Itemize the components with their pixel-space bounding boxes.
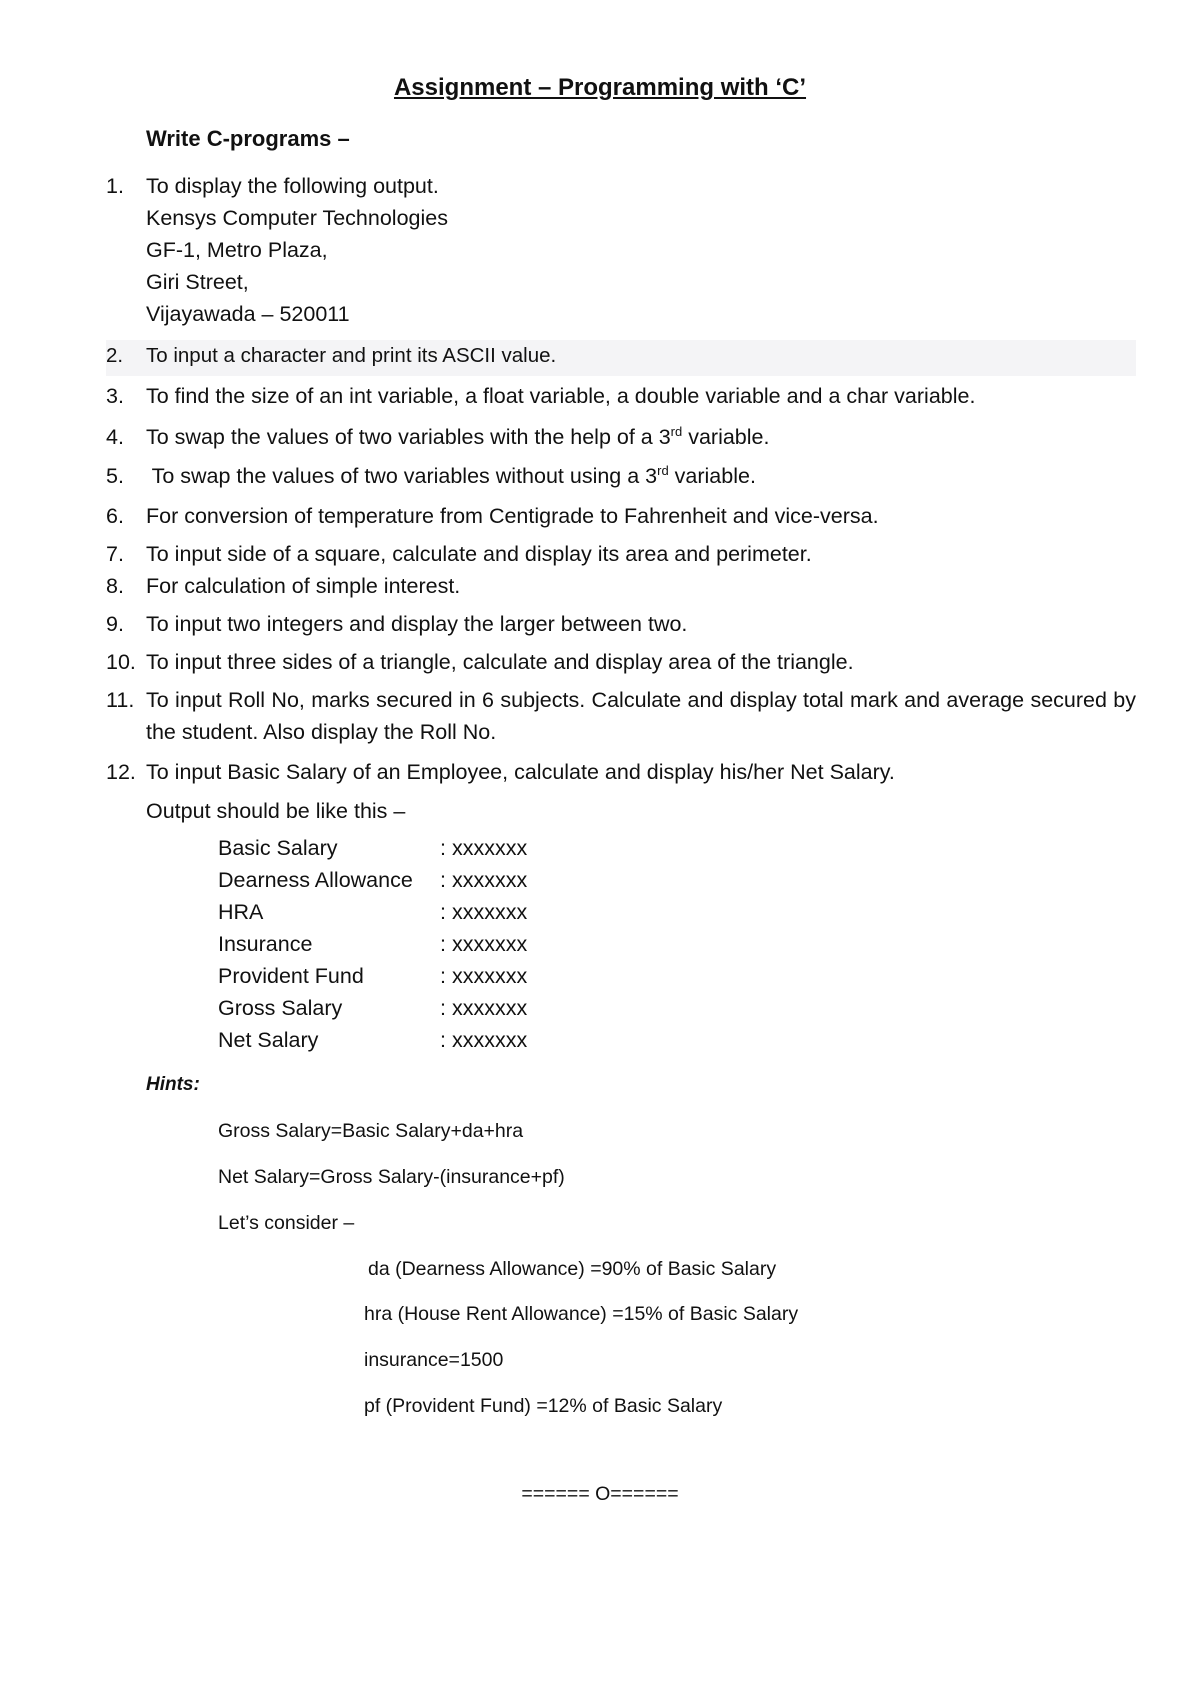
table-row xyxy=(218,960,527,992)
salary-value: : xxxxxxx xyxy=(440,899,528,924)
item-text xyxy=(146,170,1136,330)
item-text: For conversion of temperature from Centigrade to Fahrenheit and vice-versa. xyxy=(146,504,879,528)
address-line: Giri Street, xyxy=(146,270,249,294)
list-item xyxy=(106,684,1136,748)
salary-label: Net Salary xyxy=(218,1027,319,1052)
end-mark: ====== O====== xyxy=(521,1483,679,1505)
table-row xyxy=(218,864,527,896)
item-text-part: To swap the values of two variables without using a 3 xyxy=(146,464,658,488)
salary-label: Insurance xyxy=(218,931,313,956)
item-number: 9. xyxy=(106,612,124,636)
address-line: GF-1, Metro Plaza, xyxy=(146,238,328,262)
subheading: Write C-programs – xyxy=(146,126,350,151)
salary-value: : xxxxxxx xyxy=(440,1027,528,1052)
item-number: 8. xyxy=(106,574,124,598)
item-text: For calculation of simple interest. xyxy=(146,574,461,598)
item-number: 6. xyxy=(106,504,124,528)
hint-consider: Let’s consider – xyxy=(218,1212,355,1234)
hints-label: Hints: xyxy=(146,1074,200,1095)
hint-gross-salary: Gross Salary=Basic Salary+da+hra xyxy=(218,1120,524,1142)
hint-insurance: insurance=1500 xyxy=(364,1349,504,1371)
item-number: 5. xyxy=(106,464,124,488)
salary-label: Provident Fund xyxy=(218,963,364,988)
list-item xyxy=(106,646,1136,678)
salary-value: : xxxxxxx xyxy=(440,867,528,892)
ordinal-suffix: rd xyxy=(670,423,683,439)
item-text: To input three sides of a triangle, calculate and display area of the triangle. xyxy=(146,650,854,674)
list-item xyxy=(106,538,1136,570)
item-text: To find the size of an int variable, a float variable, a double variable and a char variable. xyxy=(146,384,976,408)
item-text-line: To display the following output. xyxy=(146,174,439,198)
hint-net-salary: Net Salary=Gross Salary-(insurance+pf) xyxy=(218,1166,565,1188)
salary-value: : xxxxxxx xyxy=(440,963,528,988)
salary-output-table xyxy=(218,832,527,1056)
item-text-part: To swap the values of two variables with the help of a 3 xyxy=(146,425,671,449)
item-text: To input side of a square, calculate and display its area and perimeter. xyxy=(146,542,812,566)
salary-label: Basic Salary xyxy=(218,835,338,860)
salary-label: HRA xyxy=(218,899,264,924)
hint-hra: hra (House Rent Allowance) =15% of Basic Salary xyxy=(364,1303,799,1325)
list-item xyxy=(106,500,1136,532)
list-item xyxy=(106,170,1136,330)
item-text: To input a character and print its ASCII value. xyxy=(146,344,557,367)
item-number: 10. xyxy=(106,650,136,674)
list-item xyxy=(106,421,1136,453)
address-line: Kensys Computer Technologies xyxy=(146,206,448,230)
salary-label: Gross Salary xyxy=(218,995,343,1020)
item-text xyxy=(146,460,1136,492)
list-item xyxy=(106,756,1136,788)
list-item xyxy=(106,340,1136,376)
table-row xyxy=(218,1024,527,1056)
list-item xyxy=(106,380,1136,412)
salary-value: : xxxxxxx xyxy=(440,835,528,860)
list-item xyxy=(106,608,1136,640)
item-number: 12. xyxy=(106,760,136,784)
table-row xyxy=(218,896,527,928)
item-number: 7. xyxy=(106,542,124,566)
ordinal-suffix: rd xyxy=(657,462,669,478)
item-text: To input Basic Salary of an Employee, calculate and display his/her Net Salary. xyxy=(146,760,895,784)
item-number: 1. xyxy=(106,174,124,198)
item-number: 3. xyxy=(106,384,124,408)
table-row xyxy=(218,832,527,864)
item-number: 4. xyxy=(106,425,124,449)
list-item xyxy=(106,570,1136,602)
hint-pf: pf (Provident Fund) =12% of Basic Salary xyxy=(364,1395,723,1417)
item-text-part: variable. xyxy=(682,425,770,449)
item-number: 2. xyxy=(106,344,124,367)
item-number: 11. xyxy=(106,688,135,712)
output-label: Output should be like this – xyxy=(146,799,406,823)
item-text: To input Roll No, marks secured in 6 subjects. Calculate and display total mark and average secured by the student. Also display the Roll No. xyxy=(146,688,1136,744)
salary-value: : xxxxxxx xyxy=(440,995,528,1020)
item-text: To input two integers and display the larger between two. xyxy=(146,612,688,636)
salary-label: Dearness Allowance xyxy=(218,867,413,892)
list-item xyxy=(106,460,1136,492)
table-row xyxy=(218,992,527,1024)
hint-da: da (Dearness Allowance) =90% of Basic Salary xyxy=(368,1258,777,1280)
address-line: Vijayawada – 520011 xyxy=(146,302,350,326)
item-text-part: variable. xyxy=(668,464,756,488)
item-text xyxy=(146,421,1136,453)
salary-value: : xxxxxxx xyxy=(440,931,528,956)
page-title: Assignment – Programming with ‘C’ xyxy=(393,74,807,101)
table-row xyxy=(218,928,527,960)
